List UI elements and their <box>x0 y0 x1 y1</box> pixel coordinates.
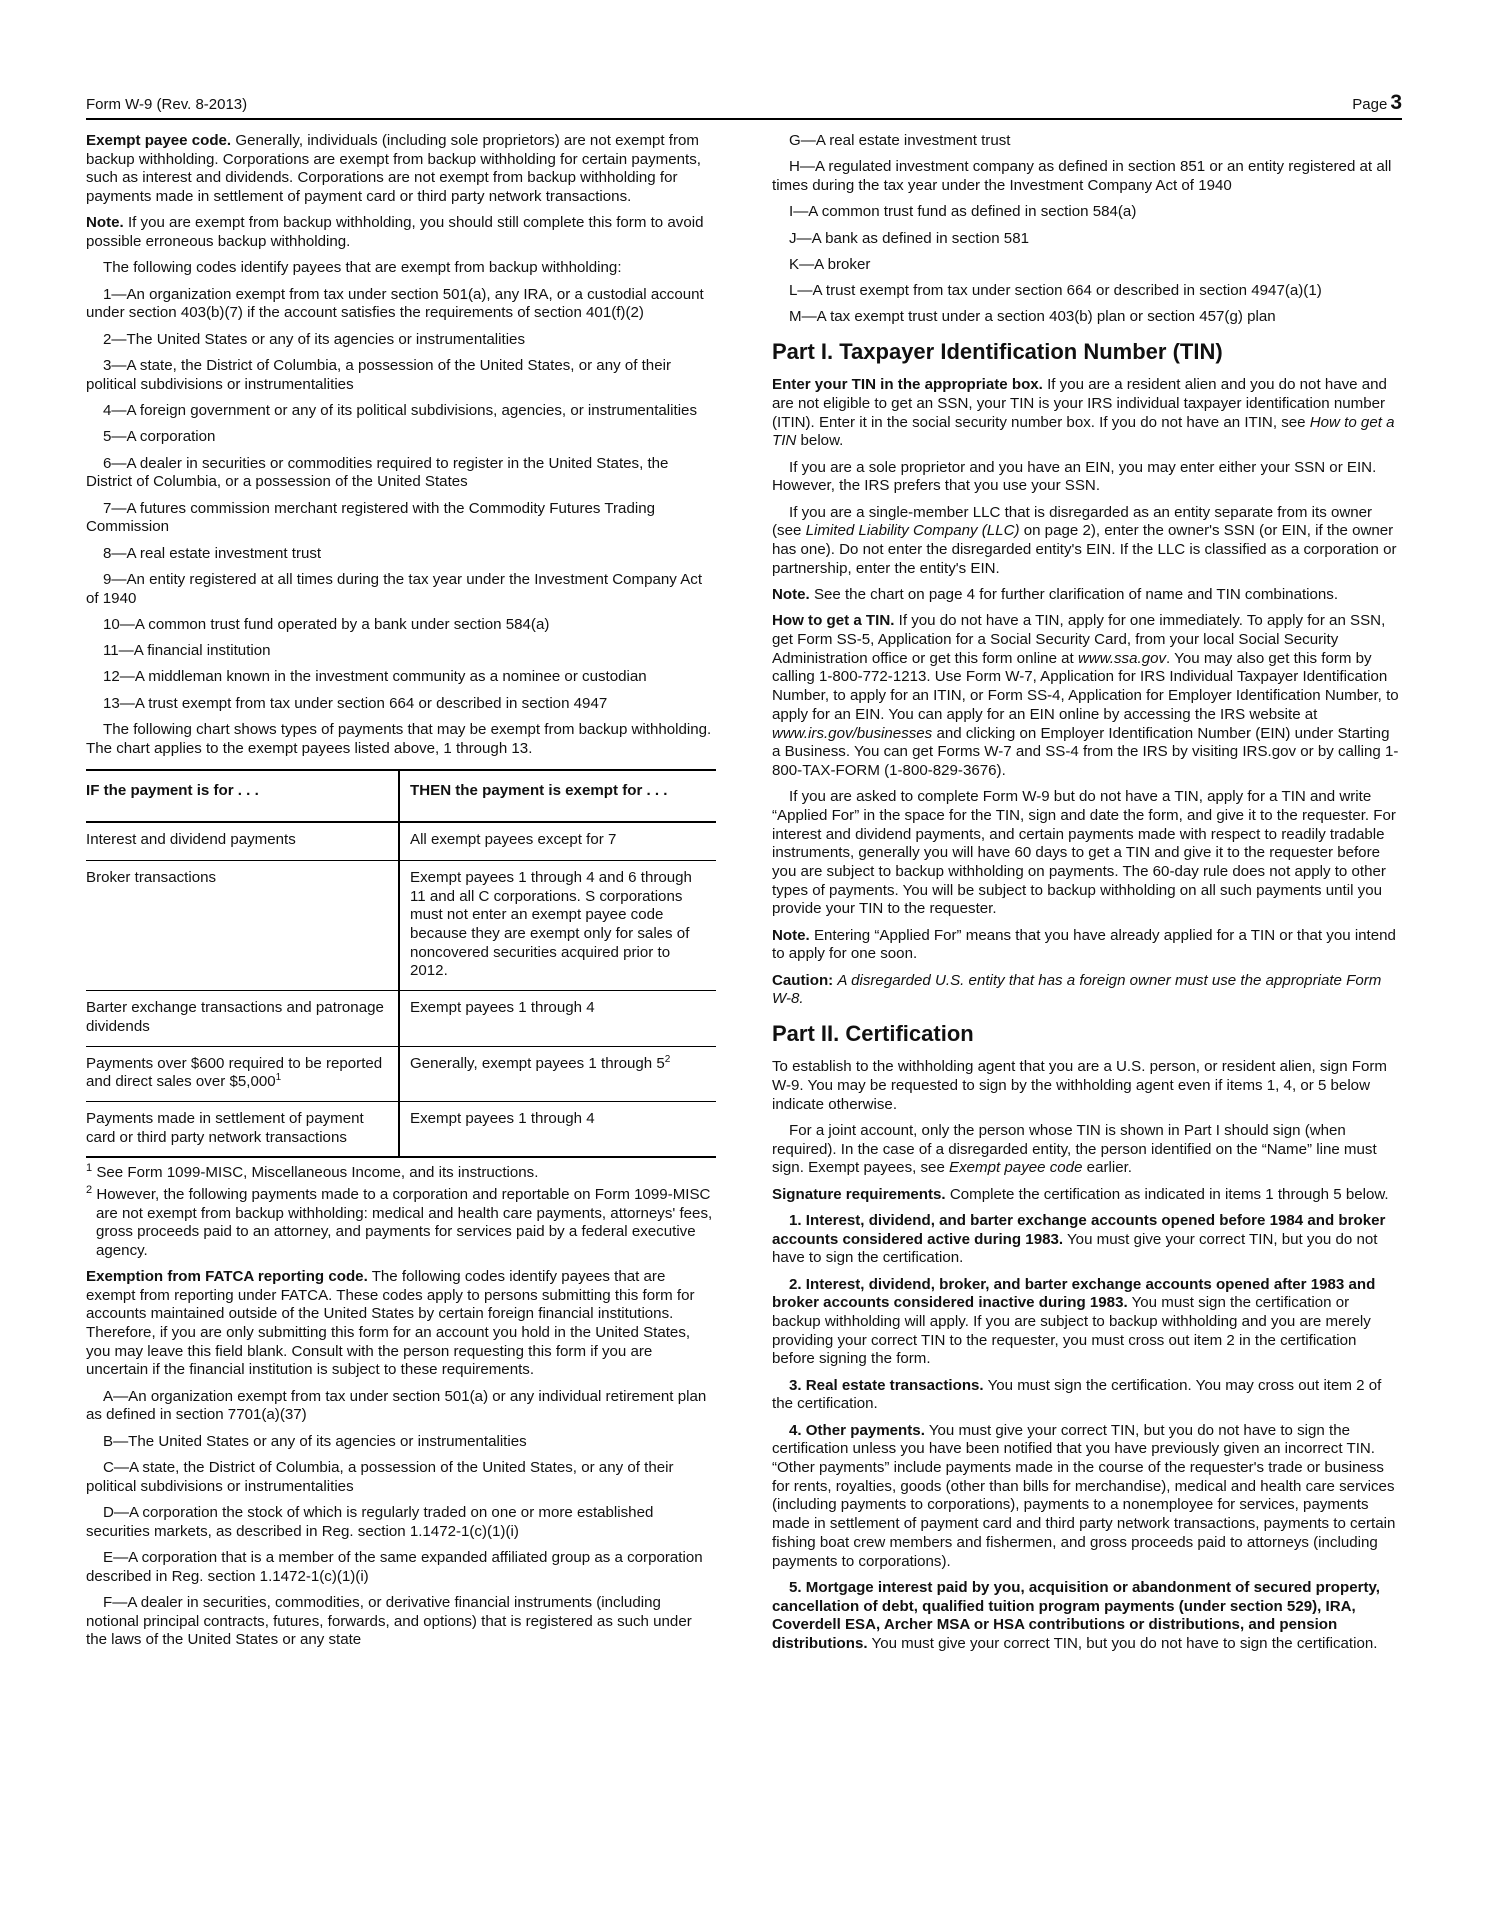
table-cell-payment: Barter exchange transactions and patronage dividends <box>86 991 399 1046</box>
fatca-code-l: L—A trust exempt from tax under section 664 or described in section 4947(a)(1) <box>789 282 1322 300</box>
cert-item-heading: 3. Real estate transactions. <box>789 1376 984 1394</box>
left-column <box>86 132 716 1658</box>
cert-item-1 <box>772 1212 1402 1268</box>
llc-text-end: on page 2), enter the owner's SSN (or EIN, if the owner has one). Do not enter the disregarded entity's EIN. If the LLC is classified as a corporation or partnership, enter the entity's EIN. <box>772 522 1397 577</box>
joint-text: For a joint account, only the person whose TIN is shown in Part I should sign (when required). In the case of a disregarded entity, the person identified on the “Name” line must sign. Exempt payees, see <box>772 1121 1377 1177</box>
exempt-payee-ref: Exempt payee code <box>949 1159 1083 1177</box>
fatca-code-e: E—A corporation that is a member of the same expanded affiliated group as a corporation described in Reg. section 1.1472-1(c)(1)(i) <box>86 1548 703 1585</box>
table-cell-payment-text: Payments over $600 required to be reported and direct sales over $5,000 <box>86 1054 383 1091</box>
page-header <box>86 88 1402 120</box>
payee-code-12: 12—A middleman known in the investment community as a nominee or custodian <box>103 668 647 686</box>
table-row <box>86 1101 716 1157</box>
part2-title: Part II. Certification <box>772 1021 974 1047</box>
table-cell-exempt: Exempt payees 1 through 4 <box>410 1109 595 1127</box>
fatca-code-h: H—A regulated investment company as defined in section 851 or an entity registered at all times during the tax year under the Investment Company Act of 1940 <box>772 158 1392 194</box>
cert-item-3 <box>772 1377 1402 1414</box>
note1-text: See the chart on page 4 for further clarification of name and TIN combinations. <box>813 586 1339 603</box>
exempt-payee-text: Generally, individuals (including sole proprietors) are not exempt from backup withholding. Corporations are exempt from backup withholding for certain payments, such as interest and dividends. Corporations are not exempt from backup withholding for payments made in settlement of payment card or third party network transactions. <box>86 132 701 206</box>
cert-item-5 <box>772 1579 1402 1654</box>
cert-item-text: You must give your correct TIN, but you do not have to sign the certification unless you have been notified that you have previously given an incorrect TIN. “Other payments” include payments made in the course of the requester's trade or business for rents, royalties, goods (other than bills for merchandise), medical and health care services (including payments to corporations), payments to a nonemployee for services, payments made in settlement of payment card and third party network transactions, payments to certain fishing boat crew members and fishermen, and gross proceeds paid to attorneys (including payments to corporations). <box>772 1421 1396 1570</box>
note2-heading: Note. <box>772 926 810 944</box>
note1-heading: Note. <box>772 586 810 603</box>
table-row <box>86 860 716 990</box>
llc-paragraph <box>772 504 1402 579</box>
right-column <box>772 132 1402 1661</box>
footnote-text: However, the following payments made to a corporation and reportable on Form 1099-MISC are not exempt from backup withholding: medical and health care payments, attorneys' fees, gross proceeds paid to an attorney, and payments for services paid by a federal executive agency. <box>96 1186 713 1260</box>
cert-item-heading: 2. Interest, dividend, broker, and barter exchange accounts opened after 1983 and broker accounts considered inactive during 1983. <box>772 1275 1376 1312</box>
payee-code-11: 11—A financial institution <box>103 642 271 660</box>
cert-item-text: You must give your correct TIN, but you do not have to sign the certification. <box>871 1634 1378 1652</box>
chart-intro: The following chart shows types of payments that may be exempt from backup withholding. The chart applies to the exempt payees listed above, 1 through 13. <box>86 721 712 757</box>
payee-code-10: 10—A common trust fund operated by a bank under section 584(a) <box>103 615 550 633</box>
fatca-code-c: C—A state, the District of Columbia, a possession of the United States, or any of their political subdivisions or instrumentalities <box>86 1458 674 1495</box>
cert-item-text: You must give your correct TIN, but you do not have to sign the certification. <box>772 1230 1378 1267</box>
cert-item-heading: 1. Interest, dividend, and barter exchange accounts opened before 1984 and broker accounts considered active during 1983. <box>772 1211 1386 1248</box>
page-number: 3 <box>1390 91 1402 114</box>
note2-paragraph <box>772 927 1402 964</box>
how-to-text: If you do not have a TIN, apply for one immediately. To apply for an SSN, get Form SS-5, Application for a Social Security Card, from your local Social Security Administration office or get this form online at <box>772 612 1386 667</box>
payee-code-13: 13—A trust exempt from tax under section 664 or described in section 4947 <box>103 694 608 712</box>
payee-code-4: 4—A foreign government or any of its political subdivisions, agencies, or instrumentalities <box>103 402 697 419</box>
fatca-code-b: B—The United States or any of its agencies or instrumentalities <box>103 1432 527 1450</box>
certification-intro: To establish to the withholding agent that you are a U.S. person, or resident alien, sign Form W-9. You may be requested to sign by the withholding agent even if items 1, 4, or 5 below indicate otherwise. <box>772 1058 1387 1113</box>
cert-item-heading: 4. Other payments. <box>789 1421 925 1439</box>
fatca-code-m: M—A tax exempt trust under a section 403(b) plan or section 457(g) plan <box>789 308 1276 326</box>
payee-code-3: 3—A state, the District of Columbia, a possession of the United States, or any of their political subdivisions or instrumentalities <box>86 357 671 393</box>
footnote-ref-1: 1 <box>275 1072 282 1084</box>
footnote-2 <box>86 1186 716 1261</box>
fatca-code-i: I—A common trust fund as defined in section 584(a) <box>789 203 1137 221</box>
how-to-text-mid: . You may also get this form by calling 1-800-772-1213. Use Form W-7, Application for IRS Individual Taxpayer Identification Number, to apply for an ITIN, or Form SS-4, Application for Employer Identification Number, to apply for an EIN. You can apply for an EIN online by accessing the IRS website at <box>772 649 1399 723</box>
footnote-mark: 2 <box>86 1184 93 1196</box>
how-to-text-end: and clicking on Employer Identification Number (EIN) under Starting a Business. You can get Forms W-7 and SS-4 from the IRS by visiting IRS.gov or by calling 1-800-TAX-FORM (1-800-829-3676). <box>772 724 1399 779</box>
llc-text: If you are a single-member LLC that is disregarded as an entity separate from its owner (see <box>772 503 1373 540</box>
table-cell-exempt-text: Generally, exempt payees 1 through 5 <box>410 1054 665 1072</box>
table-col1-header: IF the payment is for . . . <box>86 770 399 822</box>
form-label: Form W-9 (Rev. 8-2013) <box>86 96 248 113</box>
cert-item-4 <box>772 1422 1402 1572</box>
table-header-row <box>86 770 716 822</box>
payee-code-9: 9—An entity registered at all times during the tax year under the Investment Company Act of 1940 <box>86 570 703 607</box>
how-to-heading: How to get a TIN. <box>772 612 895 630</box>
part1-title: Part I. Taxpayer Identification Number (TIN) <box>772 339 1223 365</box>
table-cell-exempt: All exempt payees except for 7 <box>399 822 716 860</box>
payee-code-7: 7—A futures commission merchant registered with the Commodity Futures Trading Commission <box>86 499 655 536</box>
fatca-code-j: J—A bank as defined in section 581 <box>789 229 1029 247</box>
table-cell-exempt: Exempt payees 1 through 4 <box>399 991 716 1046</box>
irs-businesses-link[interactable]: www.irs.gov/businesses <box>772 724 933 742</box>
fatca-code-a: A—An organization exempt from tax under section 501(a) or any individual retirement plan as defined in section 7701(a)(37) <box>86 1387 707 1424</box>
cert-item-text: You must sign the certification or backup withholding will apply. If you are subject to backup withholding and you are merely providing your correct TIN to the requester, you must cross out item 2 in the certification before signing the form. <box>772 1294 1371 1368</box>
signature-requirements-paragraph <box>772 1186 1402 1205</box>
joint-account-paragraph <box>772 1122 1402 1178</box>
payee-code-8: 8—A real estate investment trust <box>103 544 322 562</box>
payee-code-1: 1—An organization exempt from tax under section 501(a), any IRA, or a custodial account under section 403(b)(7) if the account satisfies the requirements of section 401(f)(2) <box>86 285 704 322</box>
how-to-get-tin-ref: How to get a TIN <box>772 413 1395 450</box>
footnote-ref-2: 2 <box>664 1053 671 1065</box>
fatca-code-d: D—A corporation the stock of which is regularly traded on one or more established securities markets, as described in Reg. section 1.1472-1(c)(1)(i) <box>86 1503 654 1540</box>
cert-item-heading: 5. Mortgage interest paid by you, acquisition or abandonment of secured property, cancellation of debt, qualified tuition program payments (under section 529), IRA, Coverdell ESA, Archer MSA or HSA contributions or distributions, and pension distributions. <box>772 1578 1380 1652</box>
caution-paragraph <box>772 972 1402 1009</box>
exempt-payee-heading: Exempt payee code. <box>86 132 232 149</box>
caution-heading: Caution: <box>772 971 834 989</box>
signature-heading: Signature requirements. <box>772 1185 946 1203</box>
cert-item-text: You must sign the certification. You may cross out item 2 of the certification. <box>772 1376 1382 1413</box>
fatca-code-f: F—A dealer in securities, commodities, or derivative financial instruments (including notional principal contracts, futures, forwards, and options) that is registered as such under the laws of the United States or any state <box>86 1593 692 1649</box>
fatca-code-k: K—A broker <box>789 255 871 273</box>
table-row <box>86 991 716 1046</box>
enter-tin-text: If you are a resident alien and you do not have and are not eligible to get an SSN, your TIN is your IRS individual taxpayer identification number (ITIN). Enter it in the social security number box. If you do not have an ITIN, see <box>772 376 1387 431</box>
table-col2-header: THEN the payment is exempt for . . . <box>399 770 716 822</box>
page-indicator <box>1352 91 1402 115</box>
sole-proprietor-paragraph: If you are a sole proprietor and you have an EIN, you may enter either your SSN or EIN. However, the IRS prefers that you use your SSN. <box>772 458 1377 495</box>
table-cell-payment: Payments made in settlement of payment card or third party network transactions <box>86 1101 399 1157</box>
llc-ref: Limited Liability Company (LLC) <box>805 522 1020 540</box>
table-row <box>86 1046 716 1101</box>
ssa-link[interactable]: www.ssa.gov <box>1077 649 1167 667</box>
table-row <box>86 822 716 860</box>
cert-item-2 <box>772 1276 1402 1370</box>
applied-for-paragraph: If you are asked to complete Form W-9 but do not have a TIN, apply for a TIN and write “Applied For” in the space for the TIN, sign and date the form, and give it to the requester. For interest and dividend payments, and certain payments made with respect to readily tradable instruments, generally you will have 60 days to get a TIN and give it to the requester before you are subject to backup withholding on payments. The 60-day rule does not apply to other types of payments. You will be subject to backup withholding on all such payments until you provide your TIN to the requester. <box>772 788 1396 918</box>
fatca-heading: Exemption from FATCA reporting code. <box>86 1267 368 1285</box>
page-word: Page <box>1352 96 1388 113</box>
signature-text: Complete the certification as indicated in items 1 through 5 below. <box>949 1185 1389 1203</box>
footnote-text: See Form 1099-MISC, Miscellaneous Income, and its instructions. <box>96 1164 539 1182</box>
note-text: If you are exempt from backup withholding, you should still complete this form to avoid possible erroneous backup withholding. <box>86 214 704 251</box>
footnote-mark: 1 <box>86 1162 93 1175</box>
enter-tin-paragraph <box>772 376 1402 451</box>
note2-text: Entering “Applied For” means that you have already applied for a TIN or that you intend to apply for one soon. <box>772 926 1396 963</box>
note1-paragraph <box>772 586 1402 605</box>
exemption-table <box>86 769 716 1158</box>
how-to-get-tin-paragraph <box>772 612 1402 780</box>
fatca-paragraph <box>86 1268 716 1380</box>
payee-code-6: 6—A dealer in securities or commodities required to register in the United States, the District of Columbia, or a possession of the United States <box>86 454 669 491</box>
joint-text-end: earlier. <box>1086 1159 1132 1177</box>
table-cell-exempt: Exempt payees 1 through 4 and 6 through 11 and all C corporations. S corporations must not enter an exempt payee code because they are exempt only for sales of noncovered securities acquired prior to 2012. <box>399 860 716 990</box>
footnote-1 <box>86 1164 716 1183</box>
payee-code-2: 2—The United States or any of its agencies or instrumentalities <box>103 330 525 348</box>
table-cell-payment <box>86 1046 399 1101</box>
note-heading: Note. <box>86 214 124 232</box>
table-cell-payment: Interest and dividend payments <box>86 822 399 860</box>
enter-tin-text-end: below. <box>800 432 844 450</box>
table-cell-exempt <box>399 1046 716 1101</box>
enter-tin-heading: Enter your TIN in the appropriate box. <box>772 376 1043 394</box>
fatca-text: The following codes identify payees that are exempt from reporting under FATCA. These codes apply to persons submitting this form for accounts maintained outside of the United States by certain foreign financial institutions. Therefore, if you are only submitting this form for an account you hold in the United States, you may leave this field blank. Consult with the person requesting this form if you are uncertain if the financial institution is subject to these requirements. <box>86 1267 695 1379</box>
note-paragraph <box>86 214 716 251</box>
caution-text: A disregarded U.S. entity that has a foreign owner must use the appropriate Form W-8. <box>772 971 1382 1008</box>
exempt-payee-paragraph <box>86 132 716 207</box>
fatca-code-g: G—A real estate investment trust <box>789 132 1011 149</box>
table-cell-payment: Broker transactions <box>86 860 399 990</box>
payee-code-5: 5—A corporation <box>103 428 216 446</box>
codes-intro: The following codes identify payees that are exempt from backup withholding: <box>103 259 622 277</box>
